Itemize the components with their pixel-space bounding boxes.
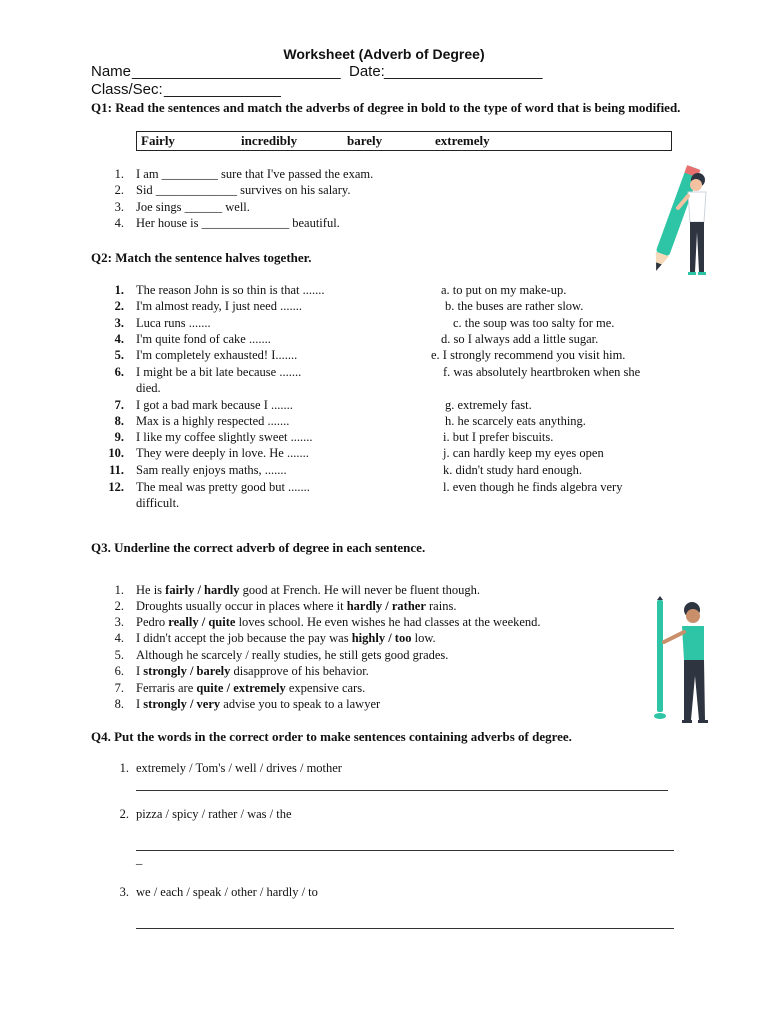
woman-with-pencil-illustration (642, 160, 718, 282)
word-bank (136, 131, 672, 151)
list-item-number: 4. (114, 216, 124, 230)
match-option: l. even though he finds algebra very (443, 480, 623, 494)
list-item-number: 6. (114, 365, 124, 379)
list-item-number: 1. (114, 167, 124, 181)
page-title: Worksheet (Adverb of Degree) (283, 46, 485, 62)
date-field[interactable]: ___________________ (384, 63, 543, 80)
list-item: I might be a bit late because ....... (136, 365, 302, 379)
list-item: Max is a highly respected ....... (136, 414, 290, 428)
list-item-number: 8. (114, 697, 124, 711)
man-with-pencil-illustration (648, 596, 718, 728)
stray-underscore: _ (136, 852, 143, 866)
adverb-choice[interactable]: really / quite (168, 615, 236, 629)
list-item-number: 2. (114, 299, 124, 313)
list-item-number: 3. (114, 200, 124, 214)
list-item-number: 12. (108, 480, 124, 494)
list-item-number: 7. (114, 681, 124, 695)
list-item-number: 10. (108, 446, 124, 460)
list-item: Sid _____________ survives on his salary. (136, 183, 351, 197)
answer-line[interactable] (136, 928, 674, 929)
list-item: I strongly / very advise you to speak to a lawyer (136, 697, 381, 711)
list-item-number: 1. (119, 761, 129, 775)
adverb-choice[interactable]: quite / extremely (196, 681, 286, 695)
list-item: They were deeply in love. He ....... (136, 446, 309, 460)
name-label: Name (91, 63, 132, 80)
list-item: Pedro really / quite loves school. He even wishes he had classes at the weekend. (136, 615, 541, 629)
list-item: I got a bad mark because I ....... (136, 398, 293, 412)
list-item-number: 7. (114, 398, 124, 412)
match-option: k. didn't study hard enough. (443, 463, 583, 477)
adverb-choice[interactable]: strongly / barely (143, 664, 231, 678)
name-field[interactable]: _________________________ (132, 63, 341, 80)
date-label: Date: (349, 63, 385, 80)
list-item-continuation: died. (136, 381, 161, 395)
q3-instruction: Q3. Underline the correct adverb of degree in each sentence. (91, 540, 426, 555)
q4-instruction: Q4. Put the words in the correct order to make sentences containing adverbs of degree. (91, 729, 572, 744)
match-option: f. was absolutely heartbroken when she (443, 365, 641, 379)
match-option: h. he scarcely eats anything. (445, 414, 586, 428)
list-item: Although he scarcely / really studies, he still gets good grades. (136, 648, 449, 662)
list-item: The meal was pretty good but ....... (136, 480, 310, 494)
class-field[interactable]: ______________ (164, 81, 281, 98)
list-item: Her house is ______________ beautiful. (136, 216, 340, 230)
list-item-number: 2. (114, 599, 124, 613)
adverb-choice[interactable]: hardly / rather (346, 599, 426, 613)
class-label: Class/Sec: (91, 81, 163, 98)
match-option: j. can hardly keep my eyes open (443, 446, 604, 460)
list-item: Ferraris are quite / extremely expensive cars. (136, 681, 366, 695)
list-item: pizza / spicy / rather / was / the (136, 807, 292, 821)
adverb-choice[interactable]: highly / too (351, 631, 412, 645)
list-item: Luca runs ....... (136, 316, 211, 330)
answer-line[interactable] (136, 790, 668, 791)
match-option: i. but I prefer biscuits. (443, 430, 554, 444)
list-item-number: 3. (119, 885, 129, 899)
list-item-number: 11. (109, 463, 124, 477)
q1-instruction: Q1: Read the sentences and match the adverbs of degree in bold to the type of word that is being modified. (91, 100, 681, 115)
list-item: I'm almost ready, I just need ....... (136, 299, 302, 313)
list-item-number: 2. (114, 183, 124, 197)
list-item-number: 1. (114, 583, 124, 597)
q2-instruction: Q2: Match the sentence halves together. (91, 250, 312, 265)
match-option: g. extremely fast. (445, 398, 532, 412)
list-item: I didn't accept the job because the pay was highly / too low. (136, 631, 436, 645)
match-option: a. to put on my make-up. (441, 283, 567, 297)
match-option: b. the buses are rather slow. (445, 299, 584, 313)
match-option: d. so I always add a little sugar. (441, 332, 599, 346)
list-item-number: 3. (114, 316, 124, 330)
list-item-number: 3. (114, 615, 124, 629)
list-item: Joe sings ______ well. (136, 200, 250, 214)
adverb-choice[interactable]: fairly / hardly (165, 583, 240, 597)
adverb-choice[interactable]: strongly / very (143, 697, 221, 711)
list-item: I like my coffee slightly sweet ....... (136, 430, 313, 444)
word-bank-item: incredibly (241, 133, 298, 148)
list-item: Droughts usually occur in places where it hardly / rather rains. (136, 599, 457, 613)
list-item: I'm quite fond of cake ....... (136, 332, 271, 346)
list-item-number: 8. (114, 414, 124, 428)
list-item-number: 6. (114, 664, 124, 678)
word-bank-item: barely (347, 133, 383, 148)
list-item: we / each / speak / other / hardly / to (136, 885, 318, 899)
match-option: c. the soup was too salty for me. (453, 316, 615, 330)
list-item: extremely / Tom's / well / drives / mother (136, 761, 342, 775)
list-item-number: 5. (114, 348, 124, 362)
list-item: He is fairly / hardly good at French. He will never be fluent though. (136, 583, 481, 597)
list-item-number: 4. (114, 332, 124, 346)
list-item: Sam really enjoys maths, ....... (136, 463, 287, 477)
list-item-number: 2. (119, 807, 129, 821)
match-option: e. I strongly recommend you visit him. (431, 348, 626, 362)
list-item-number: 4. (114, 631, 124, 645)
list-item: I strongly / barely disapprove of his behavior. (136, 664, 369, 678)
list-item-number: 5. (114, 648, 124, 662)
list-item-continuation: difficult. (136, 496, 180, 510)
answer-line[interactable] (136, 850, 674, 851)
word-bank-item: extremely (435, 133, 490, 148)
list-item: I'm completely exhausted! I....... (136, 348, 298, 362)
list-item: I am _________ sure that I've passed the exam. (136, 167, 374, 181)
word-bank-item: Fairly (141, 133, 175, 148)
list-item: The reason John is so thin is that ....... (136, 283, 325, 297)
list-item-number: 1. (114, 283, 124, 297)
list-item-number: 9. (114, 430, 124, 444)
